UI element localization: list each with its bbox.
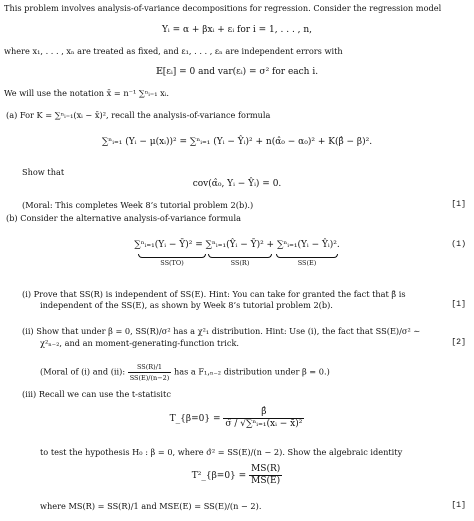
t2-fraction-num: MS(R) (251, 464, 281, 474)
error-equation: 𝔼[εᵢ] = 0 and var(εᵢ) = σ² for each i. (155, 67, 319, 77)
part-a-show-that: Show that (22, 167, 65, 177)
part-b-formula: ∑ⁿᵢ₌₁(Yᵢ − Ȳ)² = ∑ⁿᵢ₌₁(Ŷᵢ − Ȳ)² + ∑ⁿᵢ₌₁(Yᵢ − Ŷᵢ)². (134, 240, 340, 250)
intro-text: This problem involves analysis-of-variance decompositions for regression. Consider the regression model (4, 3, 442, 13)
part-b-i-line-2: independent of the SS(E), as shown by Week 8’s tutorial problem 2(b). (40, 300, 333, 310)
moral-suffix: has a F₁,ₙ₋₂ distribution under β = 0.) (173, 366, 330, 377)
brace-label-ss-to: SS(TO) (160, 259, 184, 267)
part-a-marks: [1] (451, 200, 466, 209)
t2-fraction-den: MS(E) (251, 476, 281, 486)
hypothesis-line: to test the hypothesis H₀ : β = 0, where σ̂² = SS(E)/(n − 2). Show the algebraic identity (40, 447, 403, 457)
t2-lhs: T²_{β=0} = (191, 471, 247, 481)
where-line: where x₁, . . . , xₙ are treated as fixed, and ε₁, . . . , εₙ are independent errors with (4, 46, 343, 56)
t-fraction-num: β̂ (223, 407, 304, 419)
part-b-i-marks: [1] (451, 300, 466, 309)
t-squared-equation (0, 464, 474, 487)
part-b-ii-line-1: (ii) Show that under β = 0, SS(R)/σ² has a χ²₁ distribution. Hint: Use (i), the fact that SS(E)/σ² ∼ (22, 326, 421, 336)
notation-line: We will use the notation x̄ = n⁻¹ ∑ⁿᵢ₌₁ xᵢ. (4, 88, 169, 98)
part-a-label: (a) For K = ∑ⁿᵢ₌₁(xᵢ − x̄)², recall the analysis-of-variance formula (6, 110, 271, 120)
part-b-ii-marks: [2] (451, 338, 466, 347)
moral-fraction-den: SS(E)/(n−2) (129, 374, 170, 382)
t-fraction (223, 407, 304, 430)
moral-prefix: (Moral of (i) and (ii): (40, 366, 126, 377)
part-b-moral (40, 362, 330, 383)
t-lhs: T_{β=0} = (169, 414, 221, 424)
moral-fraction (128, 362, 172, 383)
where-final-line: where MS(R) = SS(R)/1 and MSE(E) = SS(E)/(n − 2). (40, 501, 262, 511)
brace-ss-to (138, 254, 206, 267)
t2-fraction (249, 464, 282, 487)
part-b-iii-marks: [1] (451, 501, 466, 510)
part-b-i-line-1: (i) Prove that SS(R) is independent of SS(E). Hint: You can take for granted the fact that β̂ is (22, 289, 406, 299)
brace-label-ss-e: SS(E) (297, 259, 317, 267)
part-b-label: (b) Consider the alternative analysis-of-variance formula (6, 213, 241, 223)
part-b-iii-line: (iii) Recall we can use the t-statisitc (22, 389, 171, 399)
t-statistic-equation (0, 407, 474, 430)
part-b-equation-number: (1) (451, 240, 466, 249)
part-a-moral: (Moral: This completes Week 8’s tutorial problem 2(b).) (22, 200, 254, 210)
brace-ss-r (208, 254, 272, 267)
model-equation: Yᵢ = α + βxᵢ + εᵢ for i = 1, . . . , n, (161, 25, 313, 35)
t-fraction-den: σ̂ / √∑ⁿᵢ₌₁(xᵢ − x̄)² (225, 419, 303, 429)
part-a-formula: ∑ⁿᵢ₌₁ (Yᵢ − μ(xᵢ))² = ∑ⁿᵢ₌₁ (Yᵢ − Ŷᵢ)² + n(α̂₀ − α₀)² + K(β̂ − β)². (101, 137, 373, 147)
part-b-ii-line-2: χ²ₙ₋₂, and an moment-generating-function trick. (40, 338, 240, 348)
part-a-show-equation: cov(α̂₀, Yᵢ − Ŷᵢ) = 0. (192, 179, 282, 189)
brace-ss-e (276, 254, 338, 267)
moral-fraction-num: SS(R)/1 (128, 362, 172, 373)
brace-label-ss-r: SS(R) (230, 259, 250, 267)
